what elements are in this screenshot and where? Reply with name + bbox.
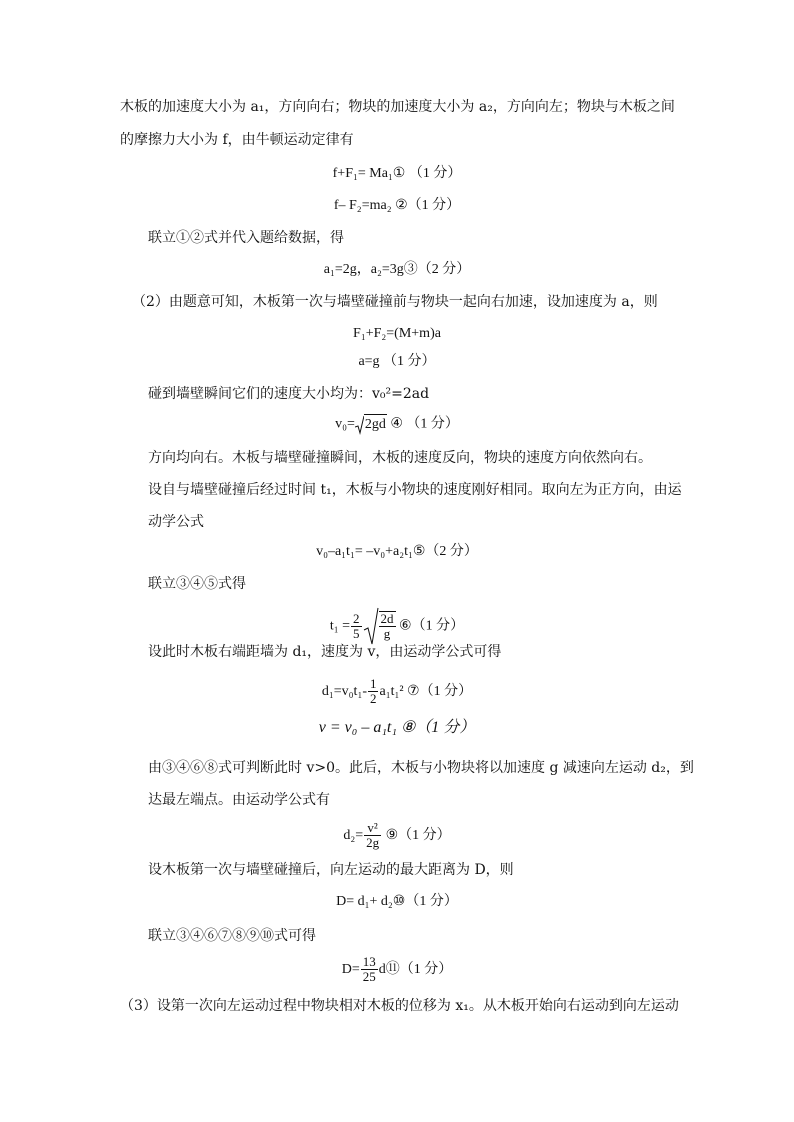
eq6-num: 2 (353, 610, 360, 626)
eq6-rden: g (383, 626, 391, 641)
eq11-rest: d⑪（1 分） (378, 962, 453, 977)
text-line: 联立①②式并代入题给数据，得 (148, 230, 344, 246)
equation-10: D= d₁+ d₂⑩（1 分） (336, 894, 458, 909)
text-line: 设木板第一次与墙壁碰撞后，向左运动的最大距离为 D，则 (148, 862, 514, 878)
eq7-rest: a₁t₁² ⑦（1 分） (379, 684, 473, 699)
fraction (364, 821, 381, 850)
radical-fraction (379, 611, 396, 641)
equation-5: v₀–a₁t₁= –v₀+a₂t₁⑤（2 分） (316, 544, 478, 559)
eq11-num: 13 (362, 954, 376, 970)
eq7-num: 1 (369, 676, 377, 692)
eq6-den: 5 (353, 625, 360, 641)
eq9-lhs: d₂= (343, 828, 364, 843)
sqrt-symbol (355, 414, 387, 435)
eq4-tag: ④ （1 分） (390, 416, 459, 432)
eq6-lhs: t₁ = (329, 618, 351, 634)
text-line: 设自与墙壁碰撞后经过时间 t₁，木板与小物块的速度刚好相同。取向左为正方向，由运 (148, 482, 682, 498)
eq4-radicand: 2gd (364, 414, 387, 435)
fraction (368, 677, 379, 706)
equation-accel: a=g （1 分） (358, 354, 436, 369)
equation-8: v = v₀ – a₁t₁ ⑧（1 分） (318, 719, 476, 736)
fraction (351, 612, 362, 641)
text-line: 联立③④⑥⑦⑧⑨⑩式可得 (148, 928, 316, 944)
eq9-num: v² (364, 821, 381, 836)
equation-1: f+F₁= Ma₁① （1 分） (332, 166, 462, 181)
eq7-den: 2 (369, 691, 377, 707)
section-3-intro: （3）设第一次向左运动过程中物块相对木板的位移为 x₁。从木板开始向右运动到向左运动 (120, 998, 679, 1014)
text-line: 木板的加速度大小为 a₁，方向向右；物块的加速度大小为 a₂，方向向左；物块与木板之间 (120, 99, 675, 115)
equation-4 (0, 414, 794, 435)
equation-2: f– F₂=ma₂ ②（1 分） (333, 198, 461, 213)
eq6-rnum: 2d (380, 611, 394, 626)
eq7-lhs: d₁=v₀t₁- (321, 684, 367, 699)
section-2-intro: （2）由题意可知，木板第一次与墙壁碰撞前与物块一起向右加速，设加速度为 a，则 (132, 294, 658, 310)
sqrt-symbol (363, 606, 396, 646)
eq11-lhs: D= (341, 962, 360, 977)
equation-9 (0, 816, 794, 856)
equation-newton: F₁+F₂=(M+m)a (353, 326, 441, 341)
equation-3: a₁=2g，a₂=3g③（2 分） (323, 262, 471, 277)
text-line: 动学公式 (148, 514, 204, 530)
eq6-tag: ⑥（1 分） (399, 618, 465, 634)
text-line: 由③④⑥⑧式可判断此时 v>0。此后，木板与小物块将以加速度 g 减速向左运动 d₂，到 (148, 760, 694, 776)
equation-7 (0, 674, 794, 710)
equation-6 (0, 606, 794, 646)
fraction (361, 955, 378, 984)
eq9-den: 2g (366, 835, 380, 851)
text-line: 达最左端点。由运动学公式有 (148, 792, 330, 808)
equation-11 (0, 950, 794, 990)
eq9-tag: ⑨（1 分） (385, 828, 451, 843)
text-line: 的摩擦力大小为 f，由牛顿运动定律有 (120, 132, 354, 148)
eq4-lhs: v₀= (335, 416, 355, 432)
text-line: 方向均向右。木板与墙壁碰撞瞬间，木板的速度反向，物块的速度方向依然向右。 (148, 450, 652, 466)
text-line: 碰到墙壁瞬间它们的速度大小均为：v₀²=2ad (148, 386, 430, 402)
eq11-den: 25 (362, 969, 376, 985)
text-line: 联立③④⑤式得 (148, 576, 246, 592)
text-line: 设此时木板右端距墙为 d₁，速度为 v，由运动学公式可得 (148, 644, 502, 660)
